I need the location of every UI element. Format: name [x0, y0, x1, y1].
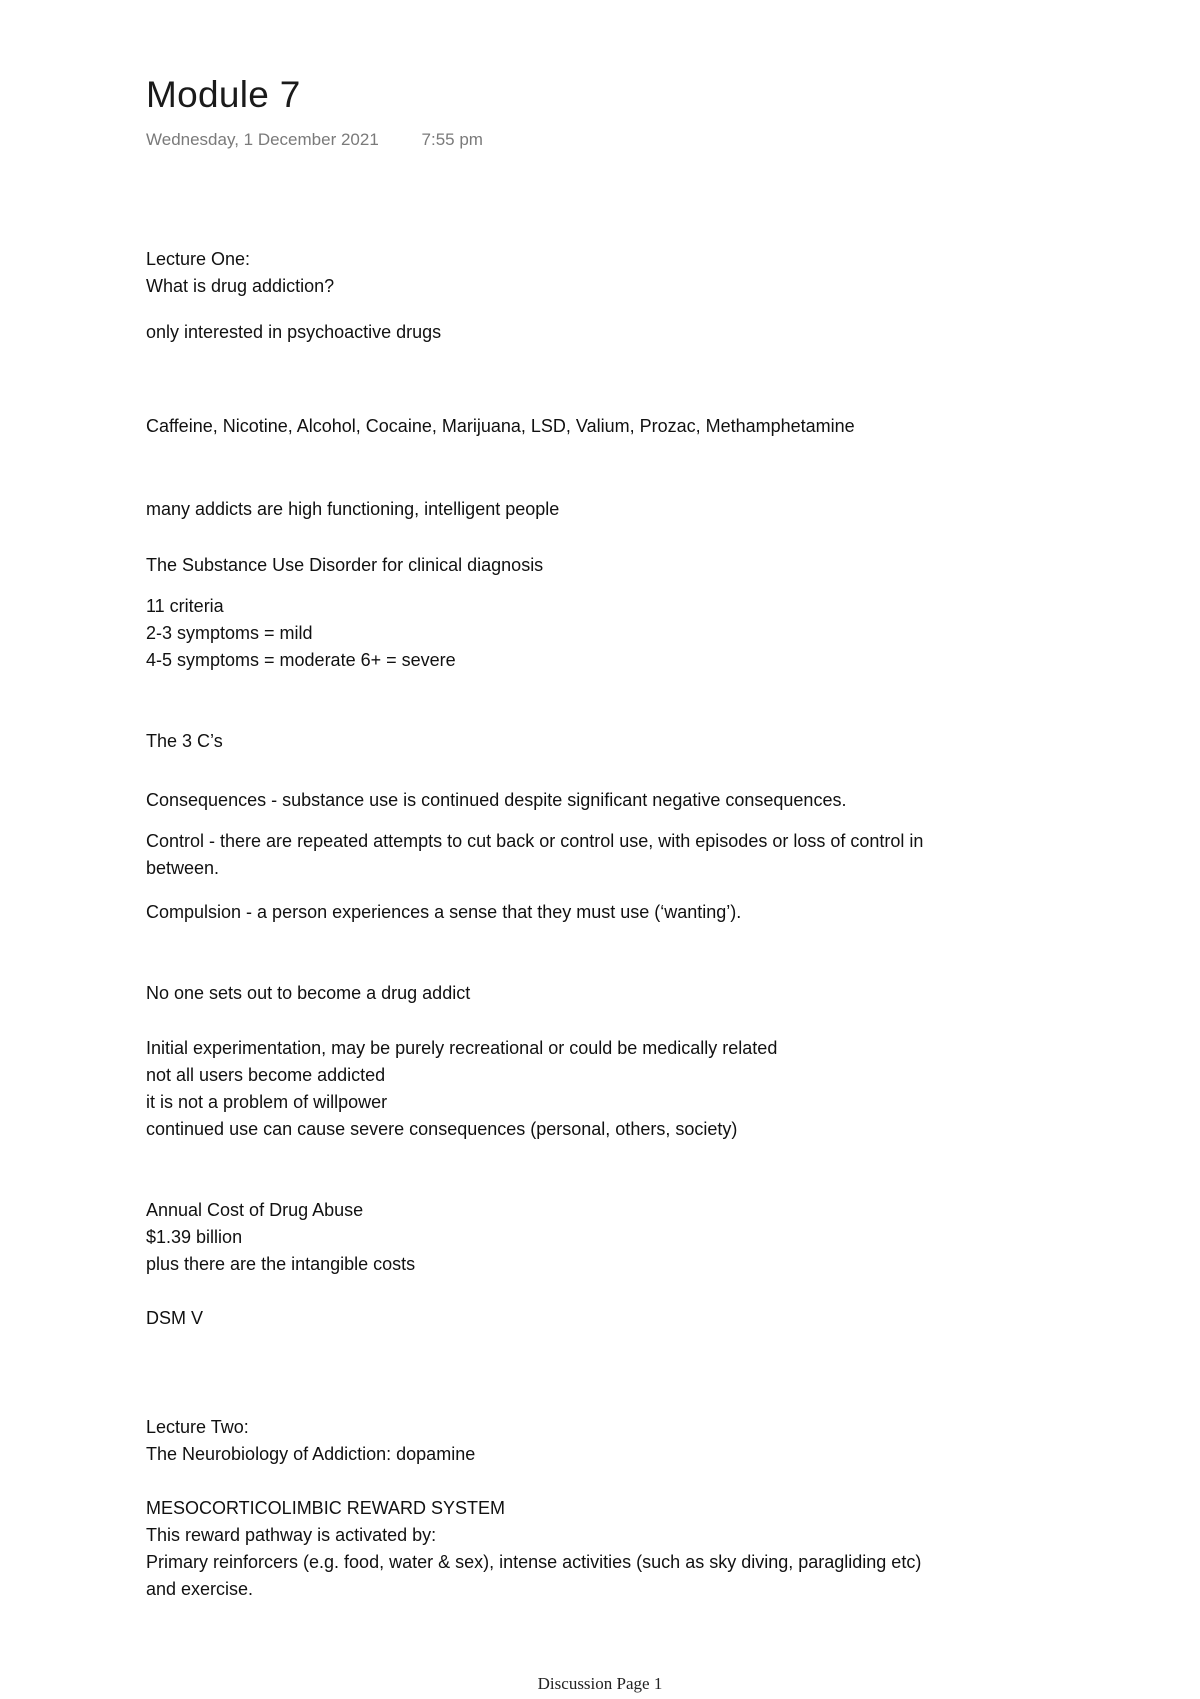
note-line: not all users become addicted — [146, 1065, 386, 1085]
page-footer: Discussion Page 1 — [537, 1674, 663, 1693]
note-line: and exercise. — [146, 1579, 254, 1599]
note-line: Lecture One: — [146, 249, 251, 269]
note-line: between. — [146, 858, 220, 878]
note-line: 2-3 symptoms = mild — [146, 623, 313, 643]
note-line: Lecture Two: — [146, 1417, 249, 1437]
note-line: only interested in psychoactive drugs — [146, 322, 442, 342]
note-line: The Substance Use Disorder for clinical diagnosis — [146, 555, 544, 575]
note-line: continued use can cause severe consequences (personal, others, society) — [146, 1119, 738, 1139]
note-line: 11 criteria — [146, 596, 224, 616]
note-line: DSM V — [146, 1308, 204, 1328]
page-metadata — [146, 130, 483, 150]
note-line: it is not a problem of willpower — [146, 1092, 388, 1112]
note-line: plus there are the intangible costs — [146, 1254, 416, 1274]
note-line: This reward pathway is activated by: — [146, 1525, 437, 1545]
note-line: Primary reinforcers (e.g. food, water & sex), intense activities (such as sky diving, paragliding etc) — [146, 1552, 922, 1572]
note-line: Annual Cost of Drug Abuse — [146, 1200, 364, 1220]
note-line: many addicts are high functioning, intelligent people — [146, 499, 560, 519]
note-line: What is drug addiction? — [146, 276, 335, 296]
note-line: The Neurobiology of Addiction: dopamine — [146, 1444, 476, 1464]
note-line: Consequences - substance use is continued despite significant negative consequences. — [146, 790, 847, 810]
page-time: 7:55 pm — [421, 130, 483, 149]
note-line: The 3 C’s — [146, 731, 223, 751]
note-line: Initial experimentation, may be purely recreational or could be medically related — [146, 1038, 778, 1058]
note-line: 4-5 symptoms = moderate 6+ = severe — [146, 650, 456, 670]
note-line: Caffeine, Nicotine, Alcohol, Cocaine, Marijuana, LSD, Valium, Prozac, Methamphetamine — [146, 416, 855, 436]
page-title: Module 7 — [146, 74, 301, 115]
note-line: $1.39 billion — [146, 1227, 243, 1247]
note-line: No one sets out to become a drug addict — [146, 983, 471, 1003]
note-line: Control - there are repeated attempts to cut back or control use, with episodes or loss of control in — [146, 831, 924, 851]
note-line: Compulsion - a person experiences a sense that they must use (‘wanting’). — [146, 902, 742, 922]
note-line: MESOCORTICOLIMBIC REWARD SYSTEM — [146, 1498, 506, 1518]
page-date: Wednesday, 1 December 2021 — [146, 130, 379, 149]
